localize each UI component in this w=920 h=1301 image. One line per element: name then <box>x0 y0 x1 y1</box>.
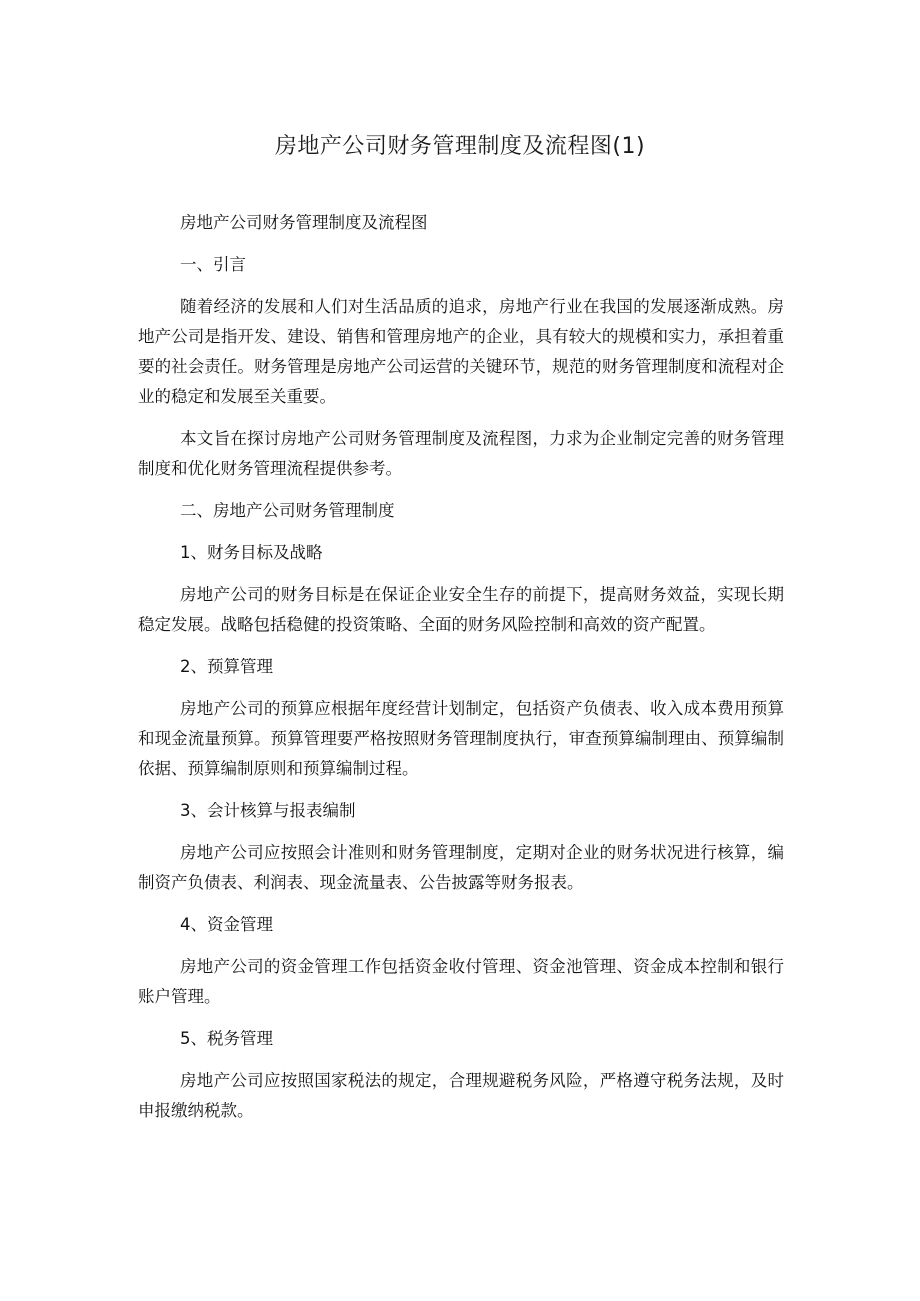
paragraph-intro-1: 随着经济的发展和人们对生活品质的追求，房地产行业在我国的发展逐渐成熟。房地产公司是指开发、建设、销售和管理房地产的企业，具有较大的规模和实力，承担着重要的社会责任。财务管理是房地产公司运营的关键环节，规范的财务管理制度和流程对企业的稳定和发展至关重要。 <box>138 297 784 406</box>
paragraph-section-4: 房地产公司的资金管理工作包括资金收付管理、资金池管理、资金成本控制和银行账户管理。 <box>138 957 784 1006</box>
document-title: 房地产公司财务管理制度及流程图(1) <box>274 134 646 159</box>
paragraph-intro-2: 本文旨在探讨房地产公司财务管理制度及流程图，力求为企业制定完善的财务管理制度和优化财务管理流程提供参考。 <box>138 429 784 478</box>
subsection-heading-4: 4、资金管理 <box>180 915 273 934</box>
paragraph-section-5: 房地产公司应按照国家税法的规定，合理规避税务风险，严格遵守税务法规，及时申报缴纳税款。 <box>138 1071 784 1120</box>
document-body <box>138 208 784 1126</box>
subsection-heading-5: 5、税务管理 <box>180 1029 273 1048</box>
subsection-heading-1: 1、财务目标及战略 <box>180 543 323 562</box>
section-heading-system: 二、房地产公司财务管理制度 <box>180 501 395 520</box>
paragraph-section-1: 房地产公司的财务目标是在保证企业安全生存的前提下，提高财务效益，实现长期稳定发展。战略包括稳健的投资策略、全面的财务风险控制和高效的资产配置。 <box>138 585 784 634</box>
document-subtitle: 房地产公司财务管理制度及流程图 <box>180 213 428 232</box>
subsection-heading-3: 3、会计核算与报表编制 <box>180 801 356 820</box>
subsection-heading-2: 2、预算管理 <box>180 657 273 676</box>
paragraph-section-3: 房地产公司应按照会计准则和财务管理制度，定期对企业的财务状况进行核算，编制资产负债表、利润表、现金流量表、公告披露等财务报表。 <box>138 843 784 892</box>
paragraph-section-2: 房地产公司的预算应根据年度经营计划制定，包括资产负债表、收入成本费用预算和现金流量预算。预算管理要严格按照财务管理制度执行，审查预算编制理由、预算编制依据、预算编制原则和预算编制过程。 <box>138 699 784 778</box>
section-heading-intro: 一、引言 <box>180 255 246 274</box>
